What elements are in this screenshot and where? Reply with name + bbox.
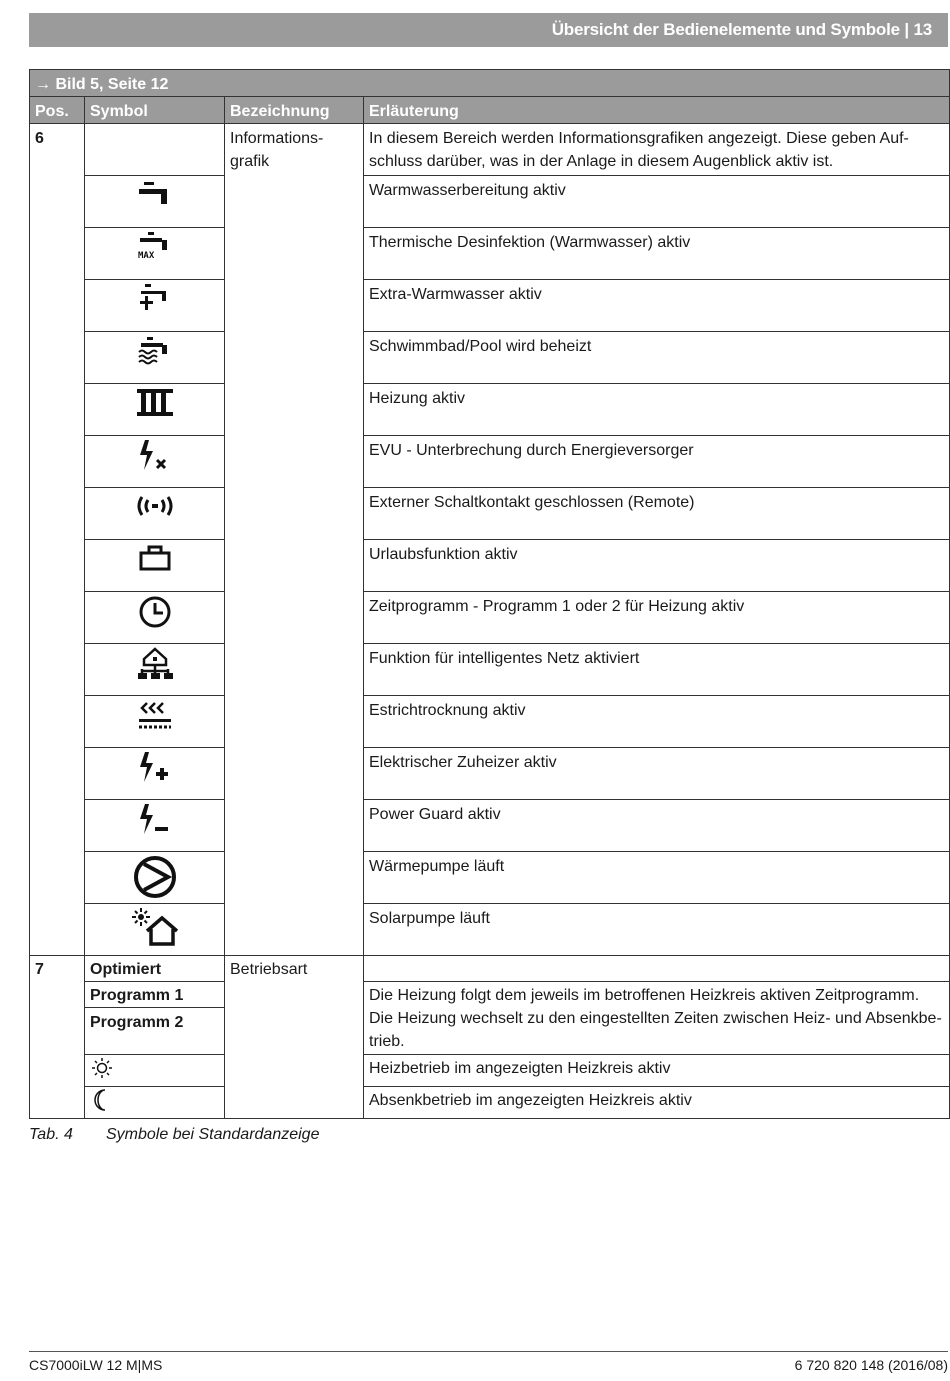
table-row [30,384,950,436]
explanation-cell: In diesem Bereich werden Informationsgrafiken angezeigt. Diese geben Auf- schluss darüber, was in der Anlage in diesem Augenblick aktiv ist. [364,124,950,176]
explanation-cell: Funktion für intelligentes Netz aktiviert [364,644,950,696]
table-row [30,748,950,800]
explanation-cell: Urlaubsfunktion aktiv [364,540,950,592]
mode-optimiert: Optimiert [85,956,225,982]
symbol-cell [85,644,225,696]
symbol-cell-empty [85,124,225,176]
symbol-cell [85,852,225,904]
table-caption [29,1126,319,1144]
suitcase-icon [135,543,175,573]
col-header-explanation: Erläuterung [364,97,950,124]
explanation-cell: Zeitprogramm - Programm 1 oder 2 für Heizung aktiv [364,592,950,644]
page-header-bar [29,13,948,47]
heat-pump-icon [132,855,178,899]
table-row [30,488,950,540]
table-row [30,436,950,488]
table-row [30,800,950,852]
tap-plus-icon [135,283,175,315]
table-row [30,982,950,1008]
explanation-cell: Absenkbetrieb im angezeigten Heizkreis aktiv [364,1087,950,1119]
explanation-cell: Wärmepumpe läuft [364,852,950,904]
explanation-cell: Heizung aktiv [364,384,950,436]
symbol-cell [85,1087,225,1119]
table-row [30,176,950,228]
lightning-minus-icon [135,803,175,835]
tap-pool-icon [135,335,175,365]
symbol-cell [85,228,225,280]
table-row [30,592,950,644]
col-header-designation: Bezeichnung [225,97,364,124]
designation-cell: Informations- grafik [225,124,364,956]
solar-house-icon [131,907,179,947]
pos-cell: 7 [30,956,85,1119]
symbol-cell [85,592,225,644]
explanation-cell: Heizbetrieb im angezeigten Heizkreis aktiv [364,1055,950,1087]
mode-programm-2: Programm 2 [85,1008,225,1055]
table-row [30,540,950,592]
table-row [30,280,950,332]
screed-drying-icon [135,699,175,731]
table-row [30,332,950,384]
caption-text: Symbole bei Standardanzeige [106,1126,320,1143]
symbol-cell [85,384,225,436]
moon-icon [90,1089,114,1111]
lightning-plus-icon [135,751,175,783]
col-header-pos: Pos. [30,97,85,124]
figure-reference: → Bild 5, Seite 12 [30,70,950,97]
symbol-cell [85,176,225,228]
smart-grid-icon [134,647,176,681]
symbol-cell [85,540,225,592]
footer-divider [29,1351,948,1352]
explanation-cell: Thermische Desinfektion (Warmwasser) aktiv [364,228,950,280]
explanation-cell: Schwimmbad/Pool wird beheizt [364,332,950,384]
table-row [30,124,950,176]
svg-text:MAX: MAX [137,251,154,261]
remote-icon [134,491,176,521]
designation-cell: Betriebsart [225,956,364,1119]
explanation-cell: Extra-Warmwasser aktiv [364,280,950,332]
symbol-cell [85,436,225,488]
symbol-cell [85,748,225,800]
table-row [30,1087,950,1119]
explanation-cell: Die Heizung folgt dem jeweils im betroffenen Heizkreis aktiven Zeitprogramm. Die Heizung wechselt zu den eingestellten Zeiten zwischen Heiz- und Absenkbe- trieb. [364,982,950,1055]
table-row [30,228,950,280]
footer-doc-number: 6 720 820 148 (2016/08) [794,1357,948,1373]
symbol-cell [85,280,225,332]
table-row [30,644,950,696]
radiator-icon [135,387,175,417]
explanation-cell: Solarpumpe läuft [364,904,950,956]
explanation-cell: Power Guard aktiv [364,800,950,852]
table-row [30,1055,950,1087]
tap-icon [135,179,175,209]
col-header-symbol: Symbol [85,97,225,124]
table-row [30,852,950,904]
clock-icon [135,595,175,629]
symbol-cell [85,696,225,748]
symbol-cell [85,800,225,852]
table-row [30,904,950,956]
table-row [30,696,950,748]
tap-max-icon [135,231,175,261]
explanation-cell: Warmwasserbereitung aktiv [364,176,950,228]
symbol-cell [85,332,225,384]
pos-cell: 6 [30,124,85,956]
symbol-cell [85,904,225,956]
column-header-row [30,97,950,124]
symbol-cell [85,1055,225,1087]
symbol-cell [85,488,225,540]
table-row [30,956,950,982]
footer-model: CS7000iLW 12 M|MS [29,1357,163,1373]
explanation-cell: EVU - Unterbrechung durch Energieversorger [364,436,950,488]
sun-icon [90,1057,114,1079]
mode-programm-1: Programm 1 [85,982,225,1008]
symbol-table [29,69,950,1119]
page-header-title: Übersicht der Bedienelemente und Symbole | 13 [551,20,932,39]
explanation-cell: Estrichtrocknung aktiv [364,696,950,748]
caption-number: Tab. 4 [29,1126,73,1143]
reference-row [30,70,950,97]
explanation-cell: Externer Schaltkontakt geschlossen (Remote) [364,488,950,540]
explanation-cell-empty [364,956,950,982]
lightning-x-icon [135,439,175,471]
explanation-cell: Elektrischer Zuheizer aktiv [364,748,950,800]
